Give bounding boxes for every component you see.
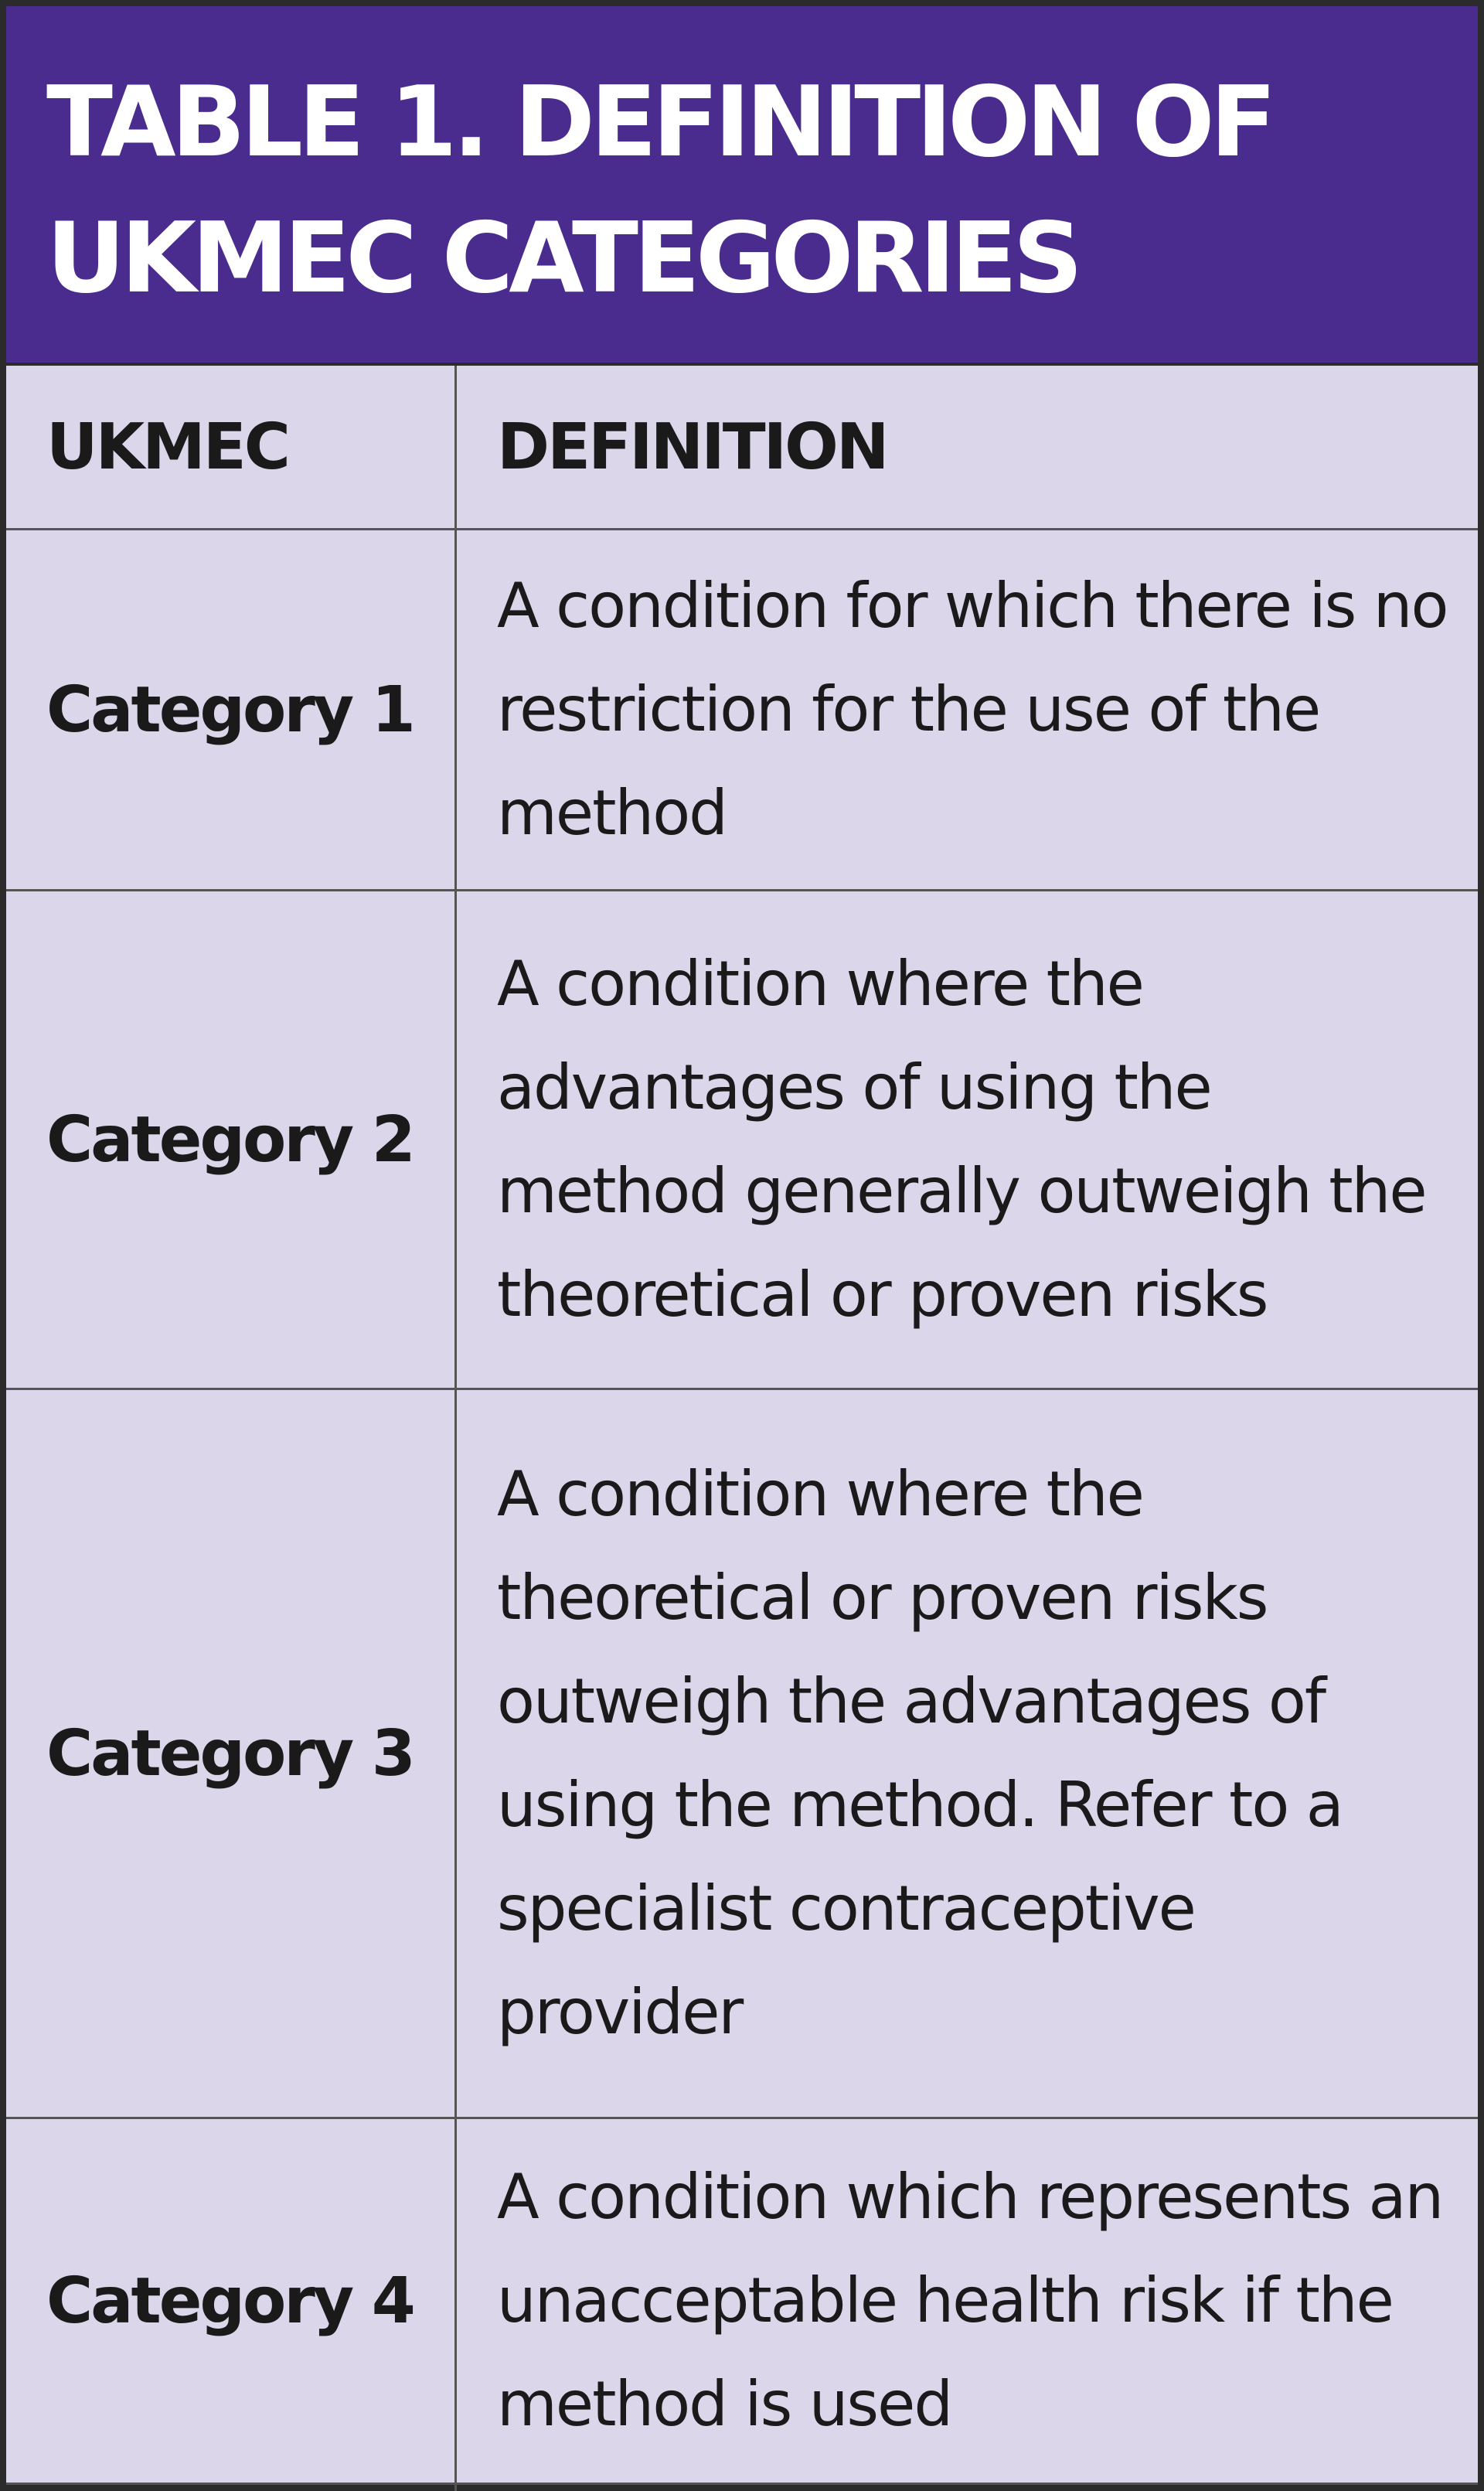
category-label: Category 4 xyxy=(46,2264,414,2338)
table-row xyxy=(6,891,1478,1390)
category-cell xyxy=(6,530,454,889)
definition-text: A condition for which there is no restriction for the use of the method xyxy=(497,570,1448,849)
definition-text: A condition which represents an unacceptable health risk if the method is used xyxy=(497,2161,1443,2440)
table-row xyxy=(6,1390,1478,2119)
table-title: TABLE 1. DEFINITION OF UKMEC CATEGORIES xyxy=(46,65,1272,315)
definition-text: A condition where the theoretical or proven risks outweigh the advantages of using the method. Refer to a specialist contraceptive provider xyxy=(497,1458,1343,2048)
definition-cell xyxy=(457,2119,1478,2482)
table-title-bar xyxy=(6,6,1478,366)
definition-cell xyxy=(457,1390,1478,2117)
category-label: Category 3 xyxy=(46,1716,414,1791)
definition-cell xyxy=(457,530,1478,889)
header-cell-ukmec xyxy=(6,366,454,528)
table-header-row xyxy=(6,366,1478,530)
definition-cell xyxy=(457,891,1478,1388)
header-cell-definition xyxy=(457,366,1478,528)
category-cell xyxy=(6,1390,454,2117)
category-cell xyxy=(6,891,454,1388)
category-label: Category 2 xyxy=(46,1102,414,1177)
header-label-ukmec: UKMEC xyxy=(46,410,288,484)
category-cell xyxy=(6,2119,454,2482)
column-divider xyxy=(454,366,457,2491)
table-row xyxy=(6,2119,1478,2485)
header-label-definition: DEFINITION xyxy=(497,410,887,484)
table-row xyxy=(6,530,1478,891)
definition-text: A condition where the advantages of using the method generally outweigh the theoretical or proven risks xyxy=(497,948,1426,1331)
category-label: Category 1 xyxy=(46,673,414,747)
